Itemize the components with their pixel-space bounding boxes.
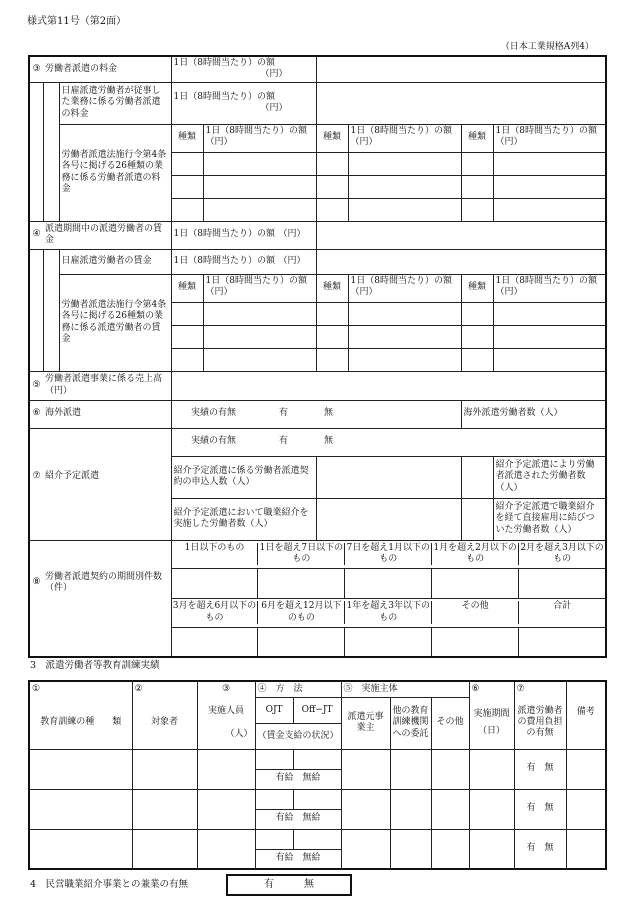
s8-p10: 合計 <box>553 601 572 612</box>
s6-count: 海外派遣労働者数（人） <box>461 400 606 428</box>
s7-apps-label: 紹介予定派遣に係る労働者派遣契約の申込人数（人） <box>171 456 316 498</box>
edu-row1-kind[interactable] <box>29 749 132 789</box>
edu-row1-wage[interactable]: 有給 無給 <box>255 769 341 789</box>
edu-period: 実施期間 （日） <box>469 697 514 749</box>
edu-dispatcher: 派遣元事業主 <box>341 697 390 749</box>
edu-other: その他 <box>431 697 469 749</box>
section4-title: 4 民営職業紹介事業との兼業の有無 <box>30 879 189 890</box>
s6-title: 海外派遣 <box>43 400 171 428</box>
s8-p8: 1年を超え3年以下のもの <box>345 601 432 624</box>
s6-num: ⑥ <box>29 400 43 428</box>
s6-record[interactable]: 実績の有無 有 無 <box>171 400 461 428</box>
s8-values-row1[interactable] <box>171 568 606 598</box>
s4-value[interactable] <box>316 221 606 249</box>
s4-daily-per-day: 1日（8時間当たり）の額 （円） <box>171 249 316 274</box>
s4-amount-3: 1日（8時間当たり）の額（円） <box>493 274 606 302</box>
s8-title: 労働者派遣契約の期間別件数（件） <box>43 568 171 598</box>
edu-row2-kind[interactable] <box>29 789 132 829</box>
edu-remarks: 備考 <box>566 697 606 749</box>
edu-n6: ⑥ <box>469 681 514 697</box>
s7-dispatched-label: 紹介予定派遣により労働者派遣された労働者数（人） <box>493 456 606 498</box>
edu-offjt: Off−JT <box>301 705 333 715</box>
edu-cost: 派遣労働者の費用負担の有無 <box>514 697 566 749</box>
s7-apps-value[interactable] <box>316 456 461 498</box>
s3-kind-2: 種類 <box>316 124 348 152</box>
edu-n1: ① <box>29 681 132 697</box>
standard-note: （日本工業規格A列4） <box>500 42 594 52</box>
s3-kind-3: 種類 <box>461 124 493 152</box>
s3-kind-1: 種類 <box>171 124 203 152</box>
edu-n2: ② <box>132 681 197 697</box>
s8-p9: その他 <box>432 601 519 624</box>
s4-kind-3: 種類 <box>461 274 493 302</box>
edu-row2-cost[interactable]: 有 無 <box>514 789 566 829</box>
s4-per-day: 1日（8時間当たり）の額 （円） <box>171 221 316 249</box>
s7-num-top <box>29 428 43 456</box>
s4-daily-title: 日雇派遣労働者の賃金 <box>59 249 171 274</box>
s7-introduced-value[interactable] <box>316 498 461 540</box>
edu-row3-kind[interactable] <box>29 829 132 869</box>
education-table <box>28 680 607 870</box>
s4-amount-2: 1日（8時間当たり）の額（円） <box>348 274 461 302</box>
s4-daily-value[interactable] <box>316 249 606 274</box>
edu-n3: ③ <box>197 681 255 697</box>
s3-amount-3: 1日（8時間当たり）の額（円） <box>493 124 606 152</box>
section4-answer-box[interactable]: 有 無 <box>226 874 352 896</box>
s8-p1: 1日以下のもの <box>172 543 259 566</box>
s7-introduced-label: 紹介予定派遣において職業紹介を実施した労働者数（人） <box>171 498 316 540</box>
edu-n7: ⑦ <box>514 681 566 697</box>
edu-wage: （賃金支給の状況） <box>257 731 339 741</box>
s8-p3: 7日を超え1月以下のもの <box>345 543 432 566</box>
form-number: 様式第11号（第2面） <box>27 16 127 27</box>
main-form-table <box>28 55 607 658</box>
edu-kind: 教育訓練の種 類 <box>29 697 132 749</box>
edu-method <box>255 697 341 749</box>
s8-num: ⑧ <box>29 568 43 598</box>
s3-daily-per-day: 1日（8時間当たり）の額 （円） <box>171 82 316 124</box>
s4-kind-2: 種類 <box>316 274 348 302</box>
s3-per-day: 1日（8時間当たり）の額 （円） <box>171 56 316 82</box>
s3-reg-title: 労働者派遣法施行令第4条各号に掲げる26種類の業務に係る労働者派遣の料金 <box>59 124 171 221</box>
s8-periods-row2 <box>171 598 606 627</box>
s5-value[interactable] <box>171 371 606 400</box>
s3-value[interactable] <box>316 56 606 82</box>
edu-target: 対象者 <box>132 697 197 749</box>
edu-people: 実施人員 （人） <box>197 697 255 749</box>
s7-title: 紹介予定派遣 <box>43 456 171 498</box>
s3-amount-2: 1日（8時間当たり）の額（円） <box>348 124 461 152</box>
s8-periods-row1 <box>171 540 606 568</box>
s8-p7: 6月を超え12月以下のもの <box>258 601 345 624</box>
section3-title: 3 派遣労働者等教育訓練実績 <box>30 660 160 671</box>
s3-num: ③ <box>29 56 43 82</box>
s4-reg-title: 労働者派遣法施行令第4条各号に掲げる26種類の業務に係る派遣労働者の賃金 <box>59 274 171 371</box>
edu-body-header: ⑤ 実施主体 <box>341 681 469 697</box>
s7-hired-label: 紹介予定派遣で職業紹介を経て直接雇用に結びついた労働者数（人） <box>493 498 606 540</box>
edu-row2-wage[interactable]: 有給 無給 <box>255 809 341 829</box>
edu-row3-wage[interactable]: 有給 無給 <box>255 849 341 869</box>
s7-num: ⑦ <box>29 456 43 498</box>
s8-p2: 1日を超え7日以下のもの <box>258 543 345 566</box>
s3-daily-title: 日雇派遣労働者が従事した業務に係る労働者派遣の料金 <box>59 82 171 124</box>
s8-values-row2[interactable] <box>171 627 606 657</box>
s4-amount-1: 1日（8時間当たり）の額（円） <box>203 274 316 302</box>
edu-ojt: OJT <box>256 698 294 723</box>
edu-other-org: 他の教育訓練機関への委託 <box>390 697 431 749</box>
s5-title: 労働者派遣事業に係る売上高（円） <box>43 371 171 400</box>
s7-record[interactable]: 実績の有無 有 無 <box>171 428 606 456</box>
s8-p6: 3月を超え6月以下のもの <box>172 601 259 624</box>
edu-row1-cost[interactable]: 有 無 <box>514 749 566 789</box>
s8-p5: 2月を超え3月以下のもの <box>520 542 604 564</box>
s5-num: ⑤ <box>29 371 43 400</box>
s3-amount-1: 1日（8時間当たり）の額（円） <box>203 124 316 152</box>
s4-num: ④ <box>29 221 43 249</box>
s3-daily-value[interactable] <box>316 82 606 124</box>
edu-method-header: ④ 方 法 <box>255 681 341 697</box>
s4-kind-1: 種類 <box>171 274 203 302</box>
s4-title: 派遣期間中の派遣労働者の賃金 <box>43 221 171 249</box>
edu-row3-cost[interactable]: 有 無 <box>514 829 566 869</box>
s8-p4: 1月を超え2月以下のもの <box>432 543 519 566</box>
s3-title: 労働者派遣の料金 <box>43 56 171 82</box>
